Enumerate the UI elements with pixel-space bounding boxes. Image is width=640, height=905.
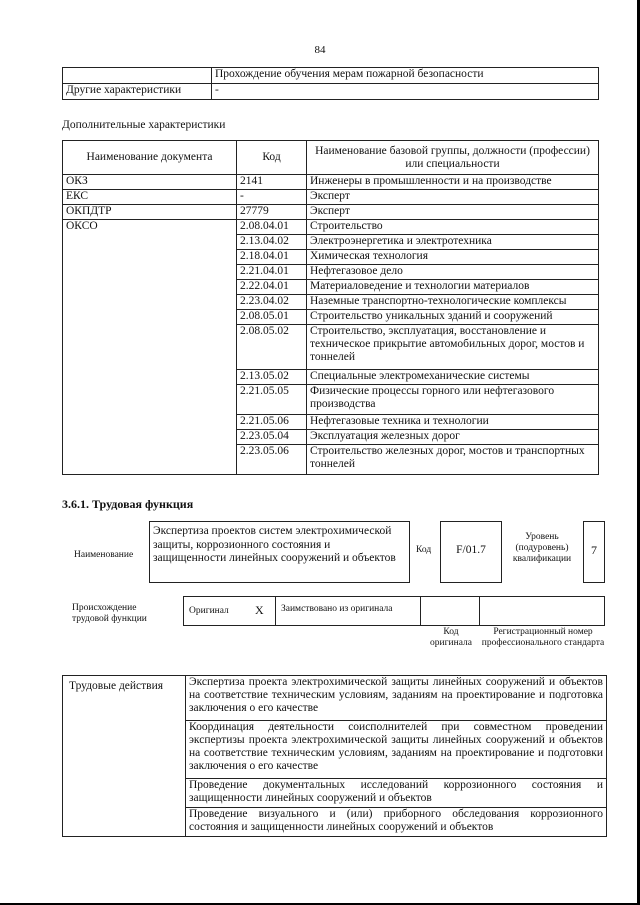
- row-code: 2.18.04.01: [237, 250, 307, 265]
- row-code: 2.22.04.01: [237, 280, 307, 295]
- row-name: Эксплуатация железных дорог: [307, 430, 599, 445]
- action-item: Проведение визуального и (или) приборного обследования коррозионного состояния и защищенности линейных сооружений и объектов: [186, 808, 607, 837]
- row-code: 2.23.04.02: [237, 295, 307, 310]
- row-name: Нефтегазовые техника и технологии: [307, 415, 599, 430]
- row-name: Химическая технология: [307, 250, 599, 265]
- original-mark: X: [255, 603, 264, 617]
- row-code: 2.13.05.02: [237, 370, 307, 385]
- row-code: 2.21.05.05: [237, 385, 307, 415]
- additional-table: [62, 140, 599, 475]
- origin-divider-3: [479, 596, 480, 626]
- row-code: 2.08.05.01: [237, 310, 307, 325]
- row-code: 2.23.05.04: [237, 430, 307, 445]
- row-name: Строительство уникальных зданий и сооружений: [307, 310, 599, 325]
- origin-divider-2: [420, 596, 421, 626]
- function-name-value: Экспертиза проектов систем электрохимической защиты, коррозионного состояния и защищенности линейных сооружений и объектов: [153, 525, 396, 564]
- row-name: Строительство железных дорог, мостов и транспортных тоннелей: [307, 445, 599, 475]
- page-number: 84: [314, 44, 326, 56]
- header-doc: Наименование документа: [63, 141, 237, 175]
- origin-divider-1: [275, 596, 276, 626]
- header-name: Наименование базовой группы, должности (профессии) или специальности: [307, 141, 599, 175]
- action-item: Проведение документальных исследований коррозионного состояния и защищенности линейных сооружений и объектов: [186, 779, 607, 808]
- row-name: Нефтегазовое дело: [307, 265, 599, 280]
- action-item: Координация деятельности соисполнителей при совместном проведении экспертизы проекта электрохимической защиты линейных сооружений и объектов на соответствие техническим условиям, заданиям на проектирование и подготовки заключения о его качестве: [186, 721, 607, 779]
- actions-table: [62, 675, 607, 837]
- row-doc-okso: ОКСО: [63, 220, 237, 475]
- row-code: 2.21.04.01: [237, 265, 307, 280]
- row-name: Строительство: [307, 220, 599, 235]
- function-code-value: F/01.7: [456, 544, 486, 556]
- row-code: 27779: [237, 205, 307, 220]
- row-code: 2.08.05.02: [237, 325, 307, 370]
- row-name: Эксперт: [307, 190, 599, 205]
- row-name: Специальные электромеханические системы: [307, 370, 599, 385]
- row-name: Физические процессы горного или нефтегазового производства: [307, 385, 599, 415]
- top-table-row2-label: Другие характеристики: [63, 84, 212, 100]
- function-level-value: 7: [591, 543, 597, 557]
- row-name: Инженеры в промышленности и на производстве: [307, 175, 599, 190]
- additional-heading: Дополнительные характеристики: [62, 119, 226, 131]
- row-name: Материаловедение и технологии материалов: [307, 280, 599, 295]
- origin-row-box: [183, 596, 605, 626]
- reg-number-label: Регистрационный номер профессионального стандарта: [481, 627, 605, 648]
- borrowed-label: Заимствовано из оригинала: [281, 604, 393, 614]
- top-table-row1-value: Прохождение обучения мерам пожарной безопасности: [212, 68, 599, 84]
- row-name: Строительство, эксплуатация, восстановление и техническое прикрытие автомобильных дорог, мостов и тоннелей: [307, 325, 599, 370]
- top-table: [62, 67, 599, 100]
- row-code: 2.23.05.06: [237, 445, 307, 475]
- row-doc: ОКЗ: [63, 175, 237, 190]
- row-code: -: [237, 190, 307, 205]
- actions-label: Трудовые действия: [63, 676, 186, 837]
- function-code-label: Код: [416, 545, 432, 555]
- row-doc: ЕКС: [63, 190, 237, 205]
- action-item: Экспертиза проекта электрохимической защиты линейных сооружений и объектов на соответствие техническим условиям, заданиям на проектирование и подготовка заключения о его качестве: [186, 676, 607, 721]
- header-code: Код: [237, 141, 307, 175]
- function-level-label: Уровень (подуровень) квалификации: [512, 532, 572, 564]
- original-label: Оригинал: [189, 606, 229, 616]
- row-code: 2.21.05.06: [237, 415, 307, 430]
- row-code: 2.08.04.01: [237, 220, 307, 235]
- function-heading: 3.6.1. Трудовая функция: [62, 497, 194, 511]
- row-code: 2141: [237, 175, 307, 190]
- code-original-label: Код оригинала: [430, 627, 472, 648]
- top-table-row2-value: -: [212, 84, 599, 100]
- row-name: Электроэнергетика и электротехника: [307, 235, 599, 250]
- row-name: Эксперт: [307, 205, 599, 220]
- row-name: Наземные транспортно-технологические комплексы: [307, 295, 599, 310]
- origin-label: Происхождение трудовой функции: [72, 603, 147, 624]
- top-table-empty-cell: [63, 68, 212, 84]
- function-name-label: Наименование: [74, 550, 134, 560]
- row-doc: ОКПДТР: [63, 205, 237, 220]
- row-code: 2.13.04.02: [237, 235, 307, 250]
